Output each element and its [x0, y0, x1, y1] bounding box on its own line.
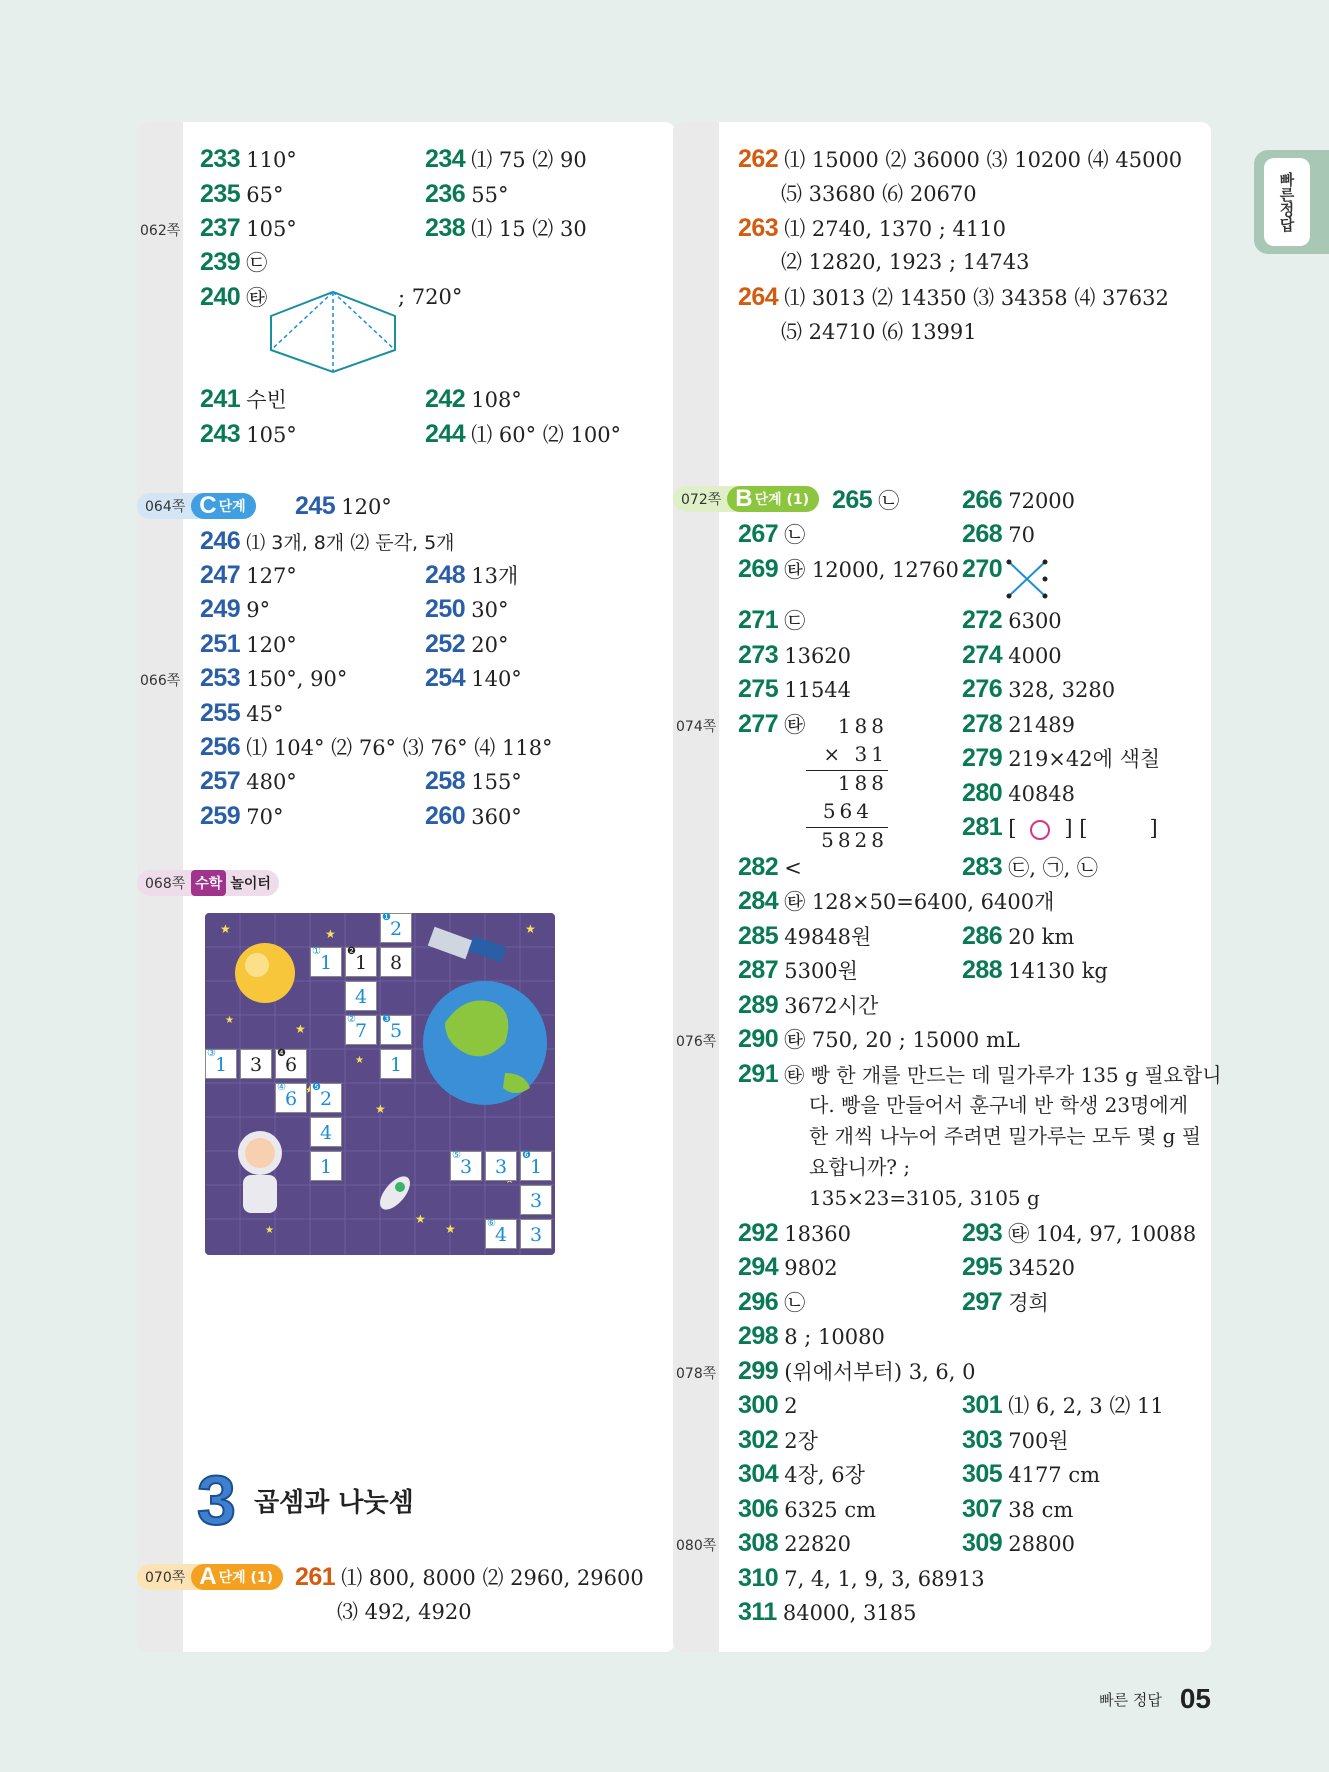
answer-251: 251 120° [200, 630, 297, 658]
answer-281: 281 [ ] [ ] [962, 813, 1158, 841]
page-footer [1099, 1683, 1211, 1715]
answer-305: 305 4177 cm [962, 1460, 1101, 1488]
answer-291-line4: 요합니까? ; [809, 1155, 911, 1179]
answer-264: 264 ⑴ 3013 ⑵ 14350 ⑶ 34358 ⑷ 37632 [738, 283, 1169, 311]
answer-248: 248 13개 [425, 561, 519, 589]
puzzle-cell: ② 7 [345, 1015, 377, 1045]
page-number: 05 [1179, 1683, 1211, 1714]
answer-266: 266 72000 [962, 486, 1076, 514]
page-label: 078쪽 [676, 1366, 717, 1382]
puzzle-cell: ❷ 1 [345, 947, 377, 977]
answer-263: 263 ⑴ 2740, 1370 ; 4110 [738, 214, 1007, 242]
answer-240-value: ; 720° [398, 285, 463, 309]
answer-261-line2: ⑶ 492, 4920 [337, 1600, 472, 1624]
answer-271: 271 ㉢ [738, 606, 806, 634]
answer-279: 279 219×42에 색칠 [962, 744, 1161, 772]
puzzle-cell: ③ 1 [205, 1049, 237, 1079]
crossword-puzzle [205, 913, 555, 1255]
answer-284: 284 ㉹ 128×50=6400, 6400개 [738, 887, 1055, 915]
answer-249: 249 9° [200, 595, 271, 623]
answer-278: 278 21489 [962, 710, 1076, 738]
page-label: 074쪽 [676, 719, 717, 735]
answer-275: 275 11544 [738, 675, 852, 703]
answer-244: 244 ⑴ 60° ⑵ 100° [425, 420, 622, 448]
answer-255: 255 45° [200, 699, 284, 727]
answer-236: 236 55° [425, 180, 509, 208]
answer-261: 261 ⑴ 800, 8000 ⑵ 2960, 29600 [295, 1563, 644, 1591]
answer-270: 270 [962, 555, 1003, 583]
answer-254: 254 140° [425, 664, 522, 692]
answer-280: 280 40848 [962, 779, 1076, 807]
answer-294: 294 9802 [738, 1253, 838, 1281]
page-label: 076쪽 [676, 1034, 717, 1050]
answer-235: 235 65° [200, 180, 284, 208]
page-label: 062쪽 [140, 223, 181, 239]
answer-306: 306 6325 cm [738, 1495, 877, 1523]
svg-text:★: ★ [225, 1015, 234, 1026]
answer-309: 309 28800 [962, 1529, 1076, 1557]
svg-text:★: ★ [325, 927, 336, 941]
answer-290: 290 ㉹ 750, 20 ; 15000 mL [738, 1025, 1020, 1053]
chapter-number: 3 [197, 1461, 236, 1539]
answer-302: 302 2장 [738, 1426, 818, 1454]
answer-262-line2: ⑸ 33680 ⑹ 20670 [781, 182, 977, 206]
puzzle-cell: ❸ 5 [380, 1015, 412, 1045]
answer-277: 277 ㉹ [738, 710, 806, 738]
answer-285: 285 49848원 [738, 922, 872, 950]
hexagon-figure [265, 290, 401, 374]
math-playground-badge: 068쪽 수학 놀이터 [137, 870, 279, 896]
answer-300: 300 2 [738, 1391, 798, 1419]
answer-256: 256 ⑴ 104° ⑵ 76° ⑶ 76° ⑷ 118° [200, 733, 553, 761]
answer-259: 259 70° [200, 802, 284, 830]
answer-286: 286 20 km [962, 922, 1075, 950]
chapter-title: 곱셈과 나눗셈 [253, 1487, 414, 1518]
side-tab-label: 빠른정답 [1264, 158, 1310, 246]
answer-291-line3: 한 개씩 나누어 주려면 밀가루는 모두 몇 g 필 [809, 1124, 1202, 1148]
svg-text:★: ★ [375, 1102, 386, 1116]
answer-238: 238 ⑴ 15 ⑵ 30 [425, 214, 587, 242]
answer-282: 282 < [738, 853, 802, 881]
answer-233: 233 110° [200, 145, 297, 173]
puzzle-cell: 3 [240, 1049, 272, 1079]
answer-301: 301 ⑴ 6, 2, 3 ⑵ 11 [962, 1391, 1164, 1419]
puzzle-cell: 4 [345, 981, 377, 1011]
svg-text:★: ★ [355, 1055, 364, 1066]
answer-252: 252 20° [425, 630, 509, 658]
puzzle-cell: ① 1 [310, 947, 342, 977]
puzzle-cell: ❻ 1 [520, 1151, 552, 1181]
chapter-heading [197, 1461, 414, 1539]
svg-text:★: ★ [415, 1212, 426, 1226]
answer-246: 246 ⑴ 3개, 8개 ⑵ 둔각, 5개 [200, 527, 455, 555]
puzzle-cell: ❺ 2 [310, 1083, 342, 1113]
svg-text:★: ★ [525, 922, 536, 936]
puzzle-cell: ④ 6 [275, 1083, 307, 1113]
circle-mark-icon [1030, 820, 1050, 840]
answer-292: 292 18360 [738, 1219, 852, 1247]
side-tab[interactable] [1254, 150, 1329, 254]
puzzle-cell: 8 [380, 947, 412, 977]
answer-242: 242 108° [425, 385, 522, 413]
puzzle-cell: 3 [520, 1185, 552, 1215]
answer-240: 240 ㉹ [200, 283, 268, 311]
answer-258: 258 155° [425, 767, 522, 795]
answer-291: 291 ㉹ 빵 한 개를 만드는 데 밀가루가 135 g 필요합니 [738, 1060, 1222, 1088]
answer-288: 288 14130 kg [962, 956, 1108, 984]
answer-307: 307 38 cm [962, 1495, 1074, 1523]
svg-text:★: ★ [445, 1222, 456, 1236]
answer-311: 311 84000, 3185 [738, 1598, 917, 1626]
answer-257: 257 480° [200, 767, 297, 795]
puzzle-cell: 1 [380, 1049, 412, 1079]
answer-291-line2: 다. 빵을 만들어서 훈구네 반 학생 23명에게 [809, 1093, 1189, 1117]
puzzle-cell: 1 [310, 1151, 342, 1181]
answer-283: 283 ㉢, ㉠, ㉡ [962, 853, 1098, 881]
answer-239: 239 ㉢ [200, 248, 268, 276]
answer-291-line5: 135×23=3105, 3105 g [809, 1186, 1040, 1210]
answer-264-line2: ⑸ 24710 ⑹ 13991 [781, 320, 977, 344]
multiplication-work: 188 × 31 188 564 5828 [806, 714, 888, 856]
level-badge-a: 070쪽 A 단계 (1) [137, 1564, 283, 1590]
answer-260: 260 360° [425, 802, 522, 830]
puzzle-cell: ❹ 6 [275, 1049, 307, 1079]
answer-263-line2: ⑵ 12820, 1923 ; 14743 [781, 250, 1030, 274]
answer-253: 253 150°, 90° [200, 664, 348, 692]
answer-289: 289 3672시간 [738, 991, 879, 1019]
puzzle-cell: 3 [520, 1219, 552, 1249]
answer-243: 243 105° [200, 420, 297, 448]
answer-296: 296 ㉡ [738, 1288, 806, 1316]
answer-293: 293 ㉹ 104, 97, 10088 [962, 1219, 1197, 1247]
answer-299: 299 (위에서부터) 3, 6, 0 [738, 1357, 976, 1385]
answer-234: 234 ⑴ 75 ⑵ 90 [425, 145, 587, 173]
answer-262: 262 ⑴ 15000 ⑵ 36000 ⑶ 10200 ⑷ 45000 [738, 145, 1183, 173]
answer-276: 276 328, 3280 [962, 675, 1116, 703]
answer-273: 273 13620 [738, 641, 852, 669]
page-label: 080쪽 [676, 1538, 717, 1554]
puzzle-cell: ❶ 2 [380, 913, 412, 943]
puzzle-cell: ⑥ 4 [485, 1219, 517, 1249]
answer-245: 245 120° [295, 492, 392, 520]
answer-295: 295 34520 [962, 1253, 1076, 1281]
answer-237: 237 105° [200, 214, 297, 242]
level-badge-b: 072쪽 B 단계 (1) [673, 486, 819, 512]
answer-272: 272 6300 [962, 606, 1062, 634]
answer-308: 308 22820 [738, 1529, 852, 1557]
page-label: 066쪽 [140, 673, 181, 689]
answer-304: 304 4장, 6장 [738, 1460, 865, 1488]
svg-text:★: ★ [295, 1022, 306, 1036]
answer-265: 265 ㉡ [832, 486, 900, 514]
answer-247: 247 127° [200, 561, 297, 589]
answer-267: 267 ㉡ [738, 520, 806, 548]
answer-241: 241 수빈 [200, 385, 287, 413]
line-matching-figure [1005, 556, 1049, 602]
answer-310: 310 7, 4, 1, 9, 3, 68913 [738, 1564, 985, 1592]
puzzle-cell: 4 [310, 1117, 342, 1147]
footer-label: 빠른 정답 [1099, 1690, 1162, 1709]
svg-text:★: ★ [220, 922, 231, 936]
answer-287: 287 5300원 [738, 956, 858, 984]
level-badge-c: 064쪽 C 단계 [137, 493, 256, 519]
answer-268: 268 70 [962, 520, 1035, 548]
answer-297: 297 경희 [962, 1288, 1049, 1316]
puzzle-cell: 3 [485, 1151, 517, 1181]
answer-303: 303 700원 [962, 1426, 1069, 1454]
answer-269: 269 ㉹ 12000, 12760 [738, 555, 959, 583]
puzzle-cell: ⑤ 3 [450, 1151, 482, 1181]
answer-250: 250 30° [425, 595, 509, 623]
svg-text:★: ★ [265, 1225, 274, 1236]
answer-274: 274 4000 [962, 641, 1062, 669]
answer-298: 298 8 ; 10080 [738, 1322, 885, 1350]
